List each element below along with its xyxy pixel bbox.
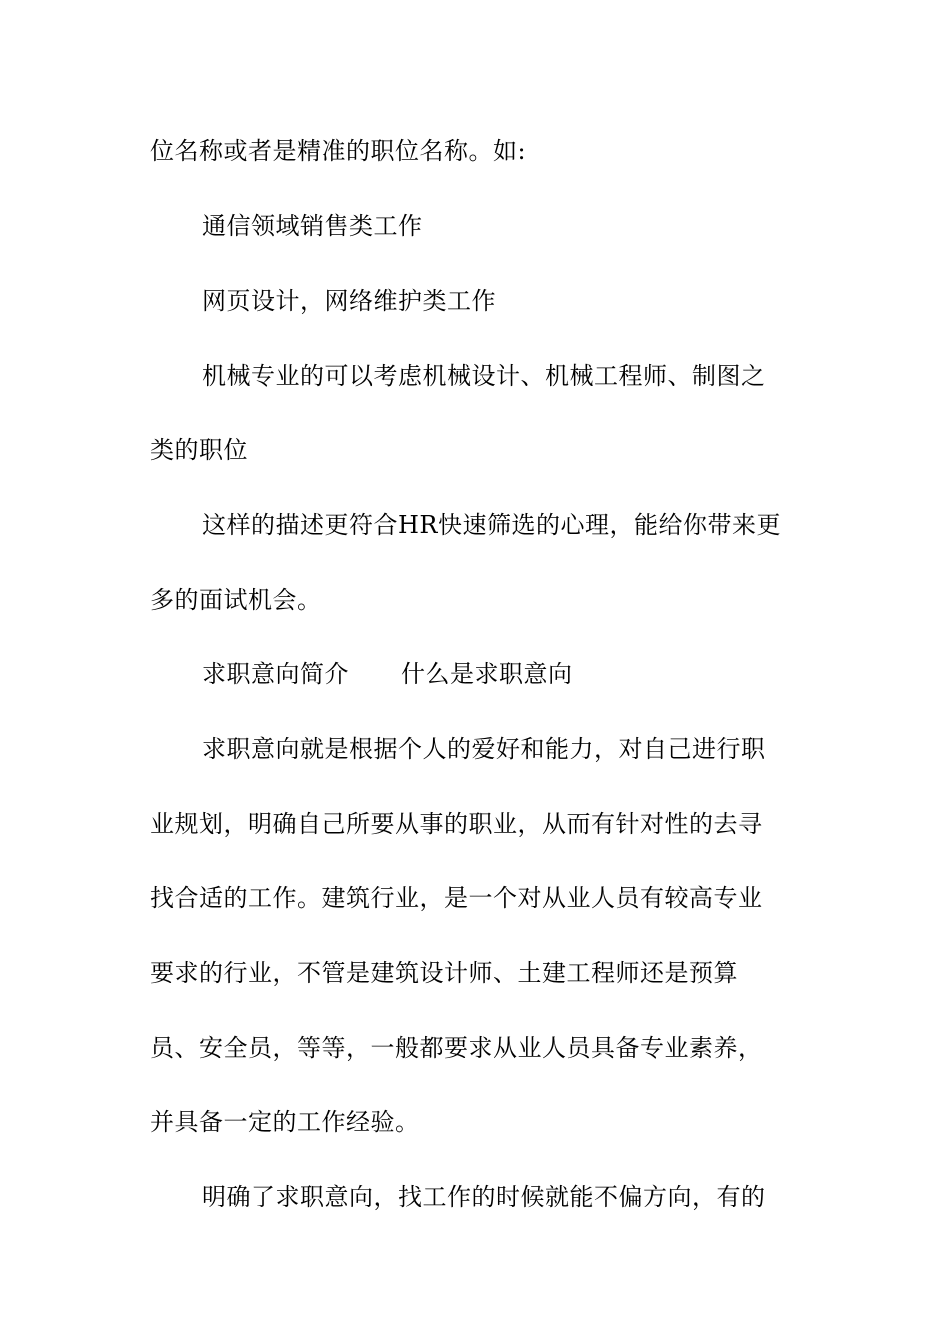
section-heading-line (202, 659, 862, 689)
text-line: 找合适的工作。建筑行业，是一个对从业人员有较高专业 (150, 884, 763, 912)
text-line: 并具备一定的工作经验。 (150, 1108, 420, 1136)
text-line: 多的面试机会。 (150, 586, 322, 614)
text-line: 机械专业的可以考虑机械设计、机械工程师、制图之 (202, 362, 766, 390)
text-line: 这样的描述更符合HR快速筛选的心理，能给你带来更 (202, 511, 781, 539)
text-line: 求职意向就是根据个人的爱好和能力，对自己进行职 (202, 735, 766, 763)
text-line: 类的职位 (150, 436, 248, 464)
text-line: 要求的行业，不管是建筑设计师、土建工程师还是预算 (150, 959, 738, 987)
section-heading: 求职意向简介 (202, 660, 349, 688)
section-subheading: 什么是求职意向 (401, 660, 573, 688)
text-line: 通信领域销售类工作 (202, 212, 423, 240)
text-line: 位名称或者是精准的职位名称。如: (150, 137, 527, 165)
text-line: 员、安全员，等等，一般都要求从业人员具备专业素养， (150, 1034, 763, 1062)
text-line: 业规划，明确自己所要从事的职业，从而有针对性的去寻 (150, 810, 763, 838)
text-line: 网页设计，网络维护类工作 (202, 287, 496, 315)
text-line: 明确了求职意向，找工作的时候就能不偏方向，有的 (202, 1183, 766, 1211)
